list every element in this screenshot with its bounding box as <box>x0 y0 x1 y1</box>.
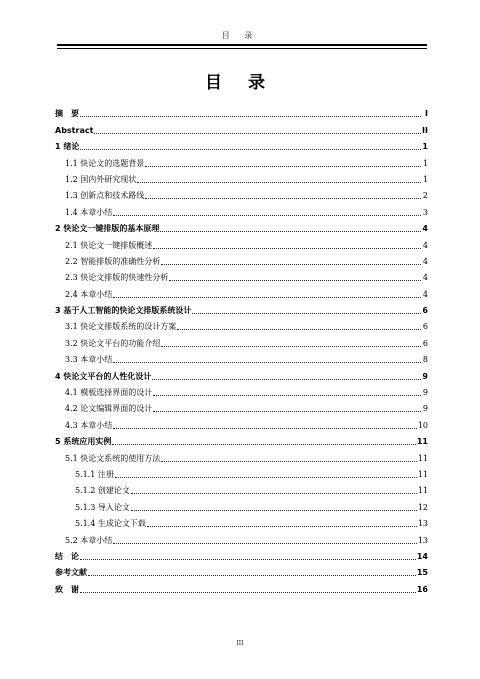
toc-dot-leader <box>192 313 421 314</box>
toc-entry-title: 摘 要 <box>55 109 79 119</box>
toc-entry-title: 1.1 快论文的选题背景 <box>65 158 145 168</box>
toc-dot-leader <box>80 149 421 150</box>
toc-entry-title: 2.2 智能排版的准确性分析 <box>65 256 161 266</box>
toc-entry-page: 3 <box>422 207 428 217</box>
toc-entry-title: 2.3 快论文排版的快速性分析 <box>65 273 169 283</box>
toc-entry <box>55 185 428 201</box>
toc-dot-leader <box>145 198 421 199</box>
header-rule-thin <box>57 48 427 49</box>
toc-dot-leader <box>169 280 421 281</box>
toc-entry-title: 1 绪论 <box>55 142 80 152</box>
toc-dot-leader <box>147 526 417 527</box>
toc-entry-page: 11 <box>417 486 428 496</box>
toc-dot-leader <box>131 493 417 494</box>
toc-entry-page: 1 <box>422 174 428 184</box>
toc-entry-page: 1 <box>422 158 428 168</box>
toc-dot-leader <box>177 329 421 330</box>
toc-dot-leader <box>161 461 417 462</box>
toc-entry-page: 12 <box>417 502 428 512</box>
toc-entry-title: 5.1.2 创建论文 <box>75 486 130 496</box>
toc-entry-page: 11 <box>417 453 428 463</box>
toc-dot-leader <box>113 215 421 216</box>
toc-dot-leader <box>137 182 421 183</box>
toc-entry-page: 9 <box>422 404 428 414</box>
toc-entry <box>55 398 428 414</box>
toc-entry <box>55 414 428 430</box>
toc-entry-title: 3.2 快论文平台的功能介绍 <box>65 338 161 348</box>
toc-entry <box>55 300 428 316</box>
toc-entry-page: 6 <box>422 322 428 332</box>
toc-entry <box>55 169 428 185</box>
toc-entry-title: 4 快论文平台的人性化设计 <box>55 371 152 381</box>
toc-entry-title: 3.1 快论文排版系统的设计方案 <box>65 322 177 332</box>
toc-dot-leader <box>113 428 417 429</box>
toc-entry <box>55 513 428 529</box>
toc-entry <box>55 218 428 234</box>
toc-entry-title: 5.1 快论文系统的使用方法 <box>65 453 161 463</box>
toc-entry-title: 4.1 模板选择界面的设计 <box>65 388 153 398</box>
toc-title: 目 录 <box>205 73 275 93</box>
toc-entry <box>55 431 428 447</box>
toc-entry-page: 10 <box>417 420 428 430</box>
toc-entry <box>55 103 428 119</box>
toc-entry-title: 参考文献 <box>55 568 87 578</box>
toc-dot-leader <box>161 346 421 347</box>
toc-entry-page: 6 <box>422 306 428 316</box>
toc-entry-page: 13 <box>417 519 428 529</box>
toc-entry <box>55 136 428 152</box>
toc-entry-page: 16 <box>416 584 428 594</box>
toc-entry-page: 9 <box>422 371 428 381</box>
toc-entry <box>55 578 428 594</box>
toc-entry <box>55 464 428 480</box>
toc-entry-page: 11 <box>416 437 428 447</box>
toc-dot-leader <box>113 543 417 544</box>
toc-dot-leader <box>88 575 416 576</box>
toc-dot-leader <box>161 264 421 265</box>
toc-entry-title: 4.3 本章小结 <box>65 420 113 430</box>
toc-entry-page: 14 <box>416 551 428 561</box>
toc-entry-title: 5.1.3 导入论文 <box>75 502 130 512</box>
toc-entry <box>55 234 428 250</box>
toc-entry-title: 2 快论文一键排版的基本原理 <box>55 224 160 234</box>
toc-entry-page: 11 <box>417 469 428 479</box>
toc-entry-title: 1.2 国内外研究现状 <box>65 174 137 184</box>
toc-dot-leader <box>152 379 421 380</box>
toc-entry <box>55 349 428 365</box>
toc-entry-page: 1 <box>422 142 428 152</box>
toc-entry-title: 结 论 <box>55 551 79 561</box>
toc-dot-leader <box>113 362 421 363</box>
toc-entry-title: 3.3 本章小结 <box>65 355 113 365</box>
toc-entry-page: 4 <box>422 240 428 250</box>
toc-entry-page: 4 <box>422 256 428 266</box>
toc-entry <box>55 332 428 348</box>
toc-entry-title: 2.4 本章小结 <box>65 289 113 299</box>
toc-entry-page: 2 <box>422 191 428 201</box>
toc-entry <box>55 283 428 299</box>
toc-entry-title: Abstract <box>55 125 94 135</box>
toc-entry <box>55 546 428 562</box>
toc-entry-page: 15 <box>416 568 428 578</box>
toc-entry <box>55 201 428 217</box>
toc-entry-title: 3 基于人工智能的快论文排版系统设计 <box>55 306 192 316</box>
toc-entry-title: 5.2 本章小结 <box>65 535 113 545</box>
toc-entry <box>55 251 428 267</box>
toc-dot-leader <box>153 395 421 396</box>
toc-entry-title: 1.3 创新点和技术路线 <box>65 191 145 201</box>
toc-dot-leader <box>112 444 416 445</box>
toc-entry-page: II <box>422 125 428 135</box>
toc-dot-leader <box>80 116 421 117</box>
toc-entry-page: 13 <box>417 535 428 545</box>
toc-dot-leader <box>153 411 421 412</box>
toc-dot-leader <box>160 231 421 232</box>
header-title: 目 录 <box>221 31 259 40</box>
header-rule-thick <box>57 44 427 46</box>
toc-dot-leader <box>153 248 421 249</box>
toc-entry <box>55 382 428 398</box>
toc-dot-leader <box>94 133 421 134</box>
toc-entry-page: 8 <box>422 355 428 365</box>
toc-entry-title: 5 系统应用实例 <box>55 437 112 447</box>
toc-entry-page: I <box>425 109 428 119</box>
table-of-contents <box>55 103 428 595</box>
toc-entry <box>55 365 428 381</box>
toc-entry-title: 2.1 快论文一键排版概述 <box>65 240 153 250</box>
toc-entry-title: 致 谢 <box>55 584 79 594</box>
toc-entry-title: 1.4 本章小结 <box>65 207 113 217</box>
toc-dot-leader <box>131 510 417 511</box>
toc-dot-leader <box>115 477 417 478</box>
toc-dot-leader <box>145 166 421 167</box>
toc-dot-leader <box>80 559 416 560</box>
toc-entry-title: 5.1.1 注册 <box>75 469 114 479</box>
toc-entry-title: 4.2 论文编辑界面的设计 <box>65 404 153 414</box>
toc-dot-leader <box>80 592 416 593</box>
toc-entry <box>55 447 428 463</box>
toc-entry <box>55 152 428 168</box>
toc-entry <box>55 119 428 135</box>
toc-entry-page: 9 <box>422 388 428 398</box>
toc-dot-leader <box>113 297 421 298</box>
toc-entry <box>55 529 428 545</box>
toc-entry <box>55 562 428 578</box>
toc-entry <box>55 316 428 332</box>
toc-entry-page: 6 <box>422 338 428 348</box>
toc-entry <box>55 267 428 283</box>
toc-entry-page: 4 <box>422 224 428 234</box>
toc-entry-page: 4 <box>422 273 428 283</box>
toc-entry <box>55 496 428 512</box>
toc-entry-title: 5.1.4 生成论文下载 <box>75 519 146 529</box>
page-number: III <box>236 640 244 647</box>
toc-entry <box>55 480 428 496</box>
toc-entry-page: 4 <box>422 289 428 299</box>
